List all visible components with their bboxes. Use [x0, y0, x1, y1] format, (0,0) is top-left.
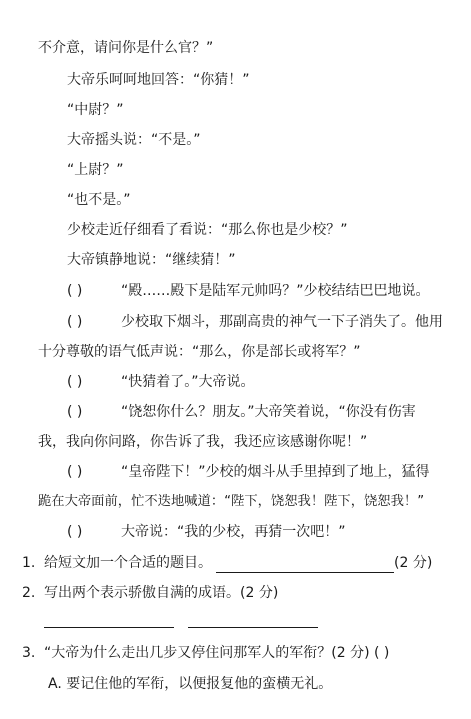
- order-text: “饶恕你什么？朋友。”大帝笑着说，“你没有伤害: [121, 404, 416, 420]
- answer-parens[interactable]: ( ): [67, 464, 83, 480]
- order-text: “殿……殿下是陆军元帅吗？”少校结结巴巴地说。: [121, 283, 430, 299]
- question-2: [22, 583, 278, 603]
- order-text-cont: 跪在大帝面前，忙不迭地喊道：“陛下，饶恕我！陛下，饶恕我！”: [38, 494, 425, 509]
- order-text: 少校取下烟斗，那副高贵的神气一下子消失了。他用: [121, 314, 443, 330]
- story-line: “也不是。”: [67, 192, 131, 208]
- question-text: “大帝为什么走出几步又停住问那军人的军衔？(2 分) ( ): [44, 645, 390, 661]
- order-item: [67, 402, 416, 422]
- idiom-answer-blank-2[interactable]: [188, 613, 318, 628]
- idiom-answer-blank-1[interactable]: [44, 613, 174, 628]
- title-answer-blank[interactable]: [216, 558, 394, 573]
- story-line: 大帝摇头说：“不是。”: [67, 132, 201, 148]
- option-a: A. 要记住他的军衔，以便报复他的蛮横无礼。: [48, 676, 333, 692]
- order-text-cont: 我，我向你问路，你告诉了我，我还应该感谢你呢！”: [38, 434, 368, 450]
- order-text: “快猜着了。”大帝说。: [121, 374, 255, 390]
- order-item: [67, 312, 443, 332]
- story-line: 大帝镇静地说：“继续猜！”: [67, 252, 236, 268]
- answer-parens[interactable]: ( ): [67, 404, 83, 420]
- answer-parens[interactable]: ( ): [67, 314, 83, 330]
- story-line: 少校走近仔细看了看说：“那么你也是少校？”: [67, 222, 348, 238]
- question-3: [22, 643, 389, 663]
- story-line: “上尉？”: [67, 162, 124, 178]
- order-item: [67, 372, 255, 392]
- order-item: [67, 522, 346, 542]
- story-line: 大帝乐呵呵地回答：“你猜！”: [67, 72, 250, 88]
- order-text: “皇帝陛下！”少校的烟斗从手里掉到了地上，猛得: [121, 464, 430, 480]
- story-line: 不介意，请问你是什么官？”: [38, 40, 214, 56]
- question-text: 写出两个表示骄傲自满的成语。(2 分): [44, 585, 279, 601]
- question-number: 2.: [22, 585, 36, 601]
- order-text: 大帝说：“我的少校，再猜一次吧！”: [121, 524, 346, 540]
- order-item: [67, 462, 430, 482]
- question-number: 1.: [22, 555, 36, 571]
- order-text-cont: 十分尊敬的语气低声说：“那么，你是部长或将军？”: [38, 344, 361, 360]
- question-score: (2 分): [394, 555, 433, 571]
- answer-parens[interactable]: ( ): [67, 374, 83, 390]
- answer-parens[interactable]: ( ): [67, 524, 83, 540]
- answer-parens[interactable]: ( ): [67, 283, 83, 299]
- question-text: 给短文加一个合适的题目。: [44, 555, 212, 571]
- question-number: 3.: [22, 645, 36, 661]
- story-line: “中尉？”: [67, 102, 124, 118]
- question-1: [22, 553, 432, 573]
- order-item: [67, 281, 430, 301]
